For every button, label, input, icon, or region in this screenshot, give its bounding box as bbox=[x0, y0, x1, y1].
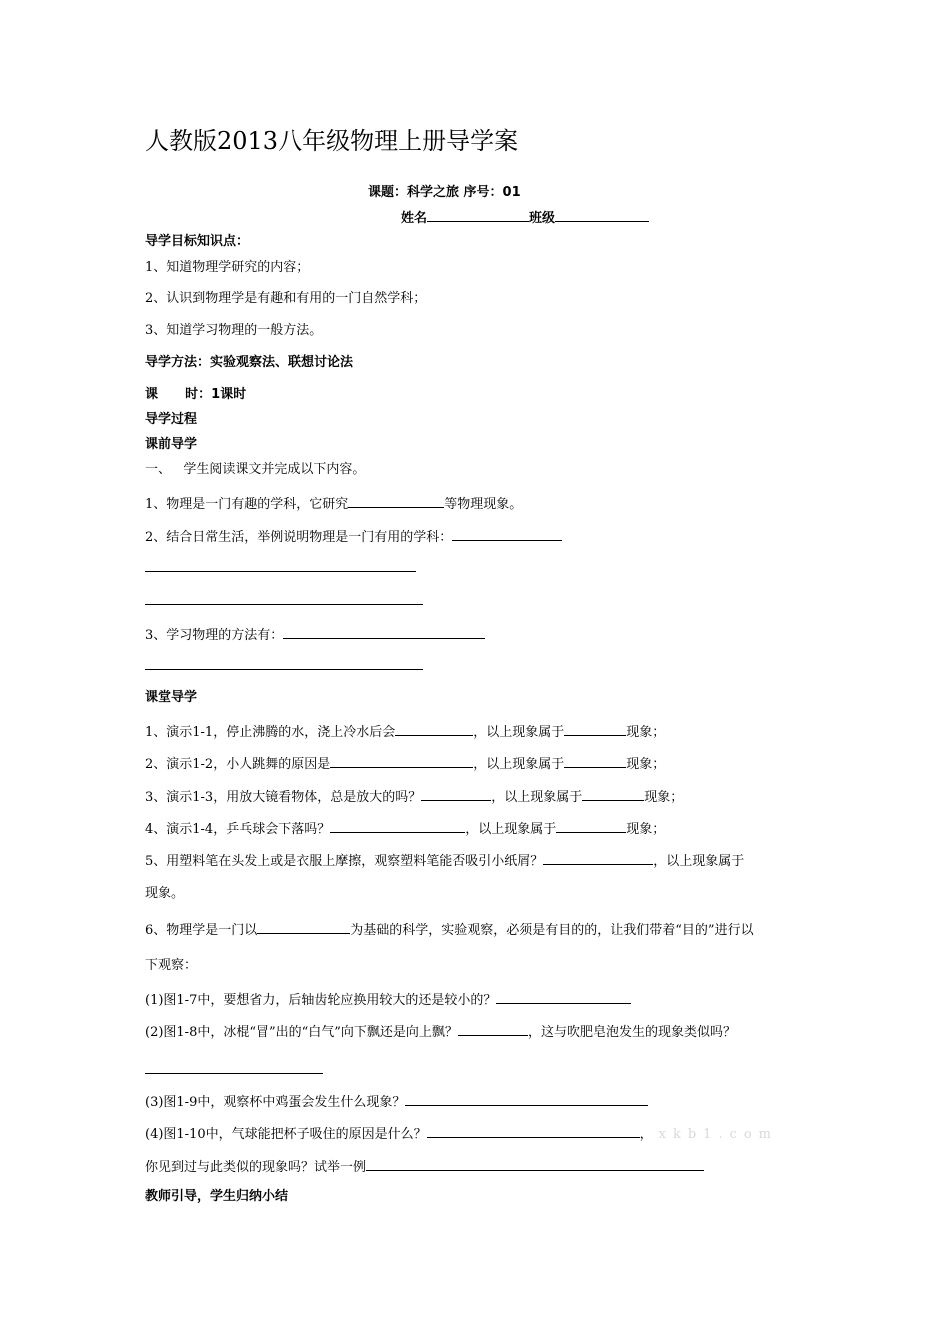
demo-4-text: 4、演示1-4，乒乓球会下落吗？ bbox=[145, 822, 331, 837]
demo-1-text: 1、演示1-1，停止沸腾的水，浇上冷水后会 bbox=[145, 725, 396, 740]
demo-6-tail: 下观察： bbox=[145, 958, 198, 973]
demo-4 bbox=[145, 819, 665, 838]
pre-q1-text: 1、物理是一门有趣的学科，它研究 bbox=[145, 497, 349, 512]
figure-1-10-blank[interactable] bbox=[427, 1124, 640, 1138]
demo-5 bbox=[145, 851, 744, 870]
similar-example bbox=[145, 1157, 704, 1176]
name-class-line bbox=[401, 208, 649, 227]
figure-1-8-tail: ，这与吹肥皂泡发生的现象类似吗？ bbox=[527, 1025, 736, 1040]
demo-1-tail: 现象； bbox=[626, 725, 666, 740]
demo-2-blank-a[interactable] bbox=[330, 754, 473, 768]
answer-line[interactable] bbox=[145, 604, 423, 605]
demo-3-text: 3、演示1-3，用放大镜看物体，总是放大的吗？ bbox=[145, 790, 422, 805]
in-class-heading: 课堂导学 bbox=[145, 690, 198, 705]
figure-1-7-text: (1)图1-7中，要想省力，后轴齿轮应换用较大的还是较小的？ bbox=[145, 993, 497, 1008]
goal-item: 1、知道物理学研究的内容； bbox=[145, 260, 310, 275]
pre-q3-blank[interactable] bbox=[283, 625, 485, 639]
figure-1-9-text: (3)图1-9中，观察杯中鸡蛋会发生什么现象？ bbox=[145, 1095, 406, 1110]
demo-6-mid: 为基础的科学，实验观察，必须是有目的的，让我们带着“目的”进行以 bbox=[350, 923, 754, 938]
figure-1-9-blank[interactable] bbox=[405, 1092, 648, 1106]
demo-3-blank-a[interactable] bbox=[421, 787, 491, 801]
demo-3 bbox=[145, 787, 683, 806]
demo-5-mid: ，以上现象属于 bbox=[653, 854, 745, 869]
goals-heading: 导学目标知识点： bbox=[145, 234, 250, 249]
pre-q1-tail: 等物理现象。 bbox=[444, 497, 523, 512]
answer-line[interactable] bbox=[145, 1073, 323, 1074]
figure-1-7-question bbox=[145, 990, 631, 1009]
demo-5-tail: 现象。 bbox=[145, 886, 185, 901]
figure-1-10-comma: ， bbox=[639, 1127, 653, 1142]
name-label: 姓名 bbox=[401, 211, 428, 226]
demo-2-mid: ，以上现象属于 bbox=[473, 757, 565, 772]
demo-2-tail: 现象； bbox=[626, 757, 666, 772]
similar-example-text: 你见到过与此类似的现象吗？试举一例 bbox=[145, 1160, 367, 1175]
class-label: 班级 bbox=[529, 211, 556, 226]
pre-q2-blank[interactable] bbox=[452, 527, 562, 541]
demo-6-blank[interactable] bbox=[257, 920, 350, 934]
figure-1-10-text: (4)图1-10中，气球能把杯子吸住的原因是什么？ bbox=[145, 1127, 427, 1142]
answer-line[interactable] bbox=[145, 669, 423, 670]
pre-q3-text: 3、学习物理的方法有： bbox=[145, 628, 284, 643]
demo-6-text: 6、物理学是一门以 bbox=[145, 923, 258, 938]
demo-1-blank-b[interactable] bbox=[564, 722, 626, 736]
similar-example-blank[interactable] bbox=[366, 1157, 704, 1171]
demo-5-text: 5、用塑料笔在头发上或是衣服上摩擦，观察塑料笔能否吸引小纸屑？ bbox=[145, 854, 544, 869]
class-blank[interactable] bbox=[555, 208, 649, 222]
demo-2 bbox=[145, 754, 665, 773]
demo-4-mid: ，以上现象属于 bbox=[465, 822, 557, 837]
summary-heading: 教师引导，学生归纳小结 bbox=[145, 1189, 289, 1204]
figure-1-9-question bbox=[145, 1092, 648, 1111]
demo-2-blank-b[interactable] bbox=[564, 754, 626, 768]
demo-1 bbox=[145, 722, 665, 741]
pre-class-heading: 课前导学 bbox=[145, 437, 198, 452]
hours-value: 1课时 bbox=[211, 387, 247, 402]
process-heading: 导学过程 bbox=[145, 412, 198, 427]
demo-1-blank-a[interactable] bbox=[395, 722, 473, 736]
pre-q2 bbox=[145, 527, 562, 546]
figure-1-8-blank[interactable] bbox=[458, 1022, 528, 1036]
figure-1-10-question bbox=[145, 1124, 778, 1143]
watermark-text: xkb1.com bbox=[658, 1127, 779, 1142]
demo-3-tail: 现象； bbox=[644, 790, 684, 805]
demo-5-blank[interactable] bbox=[543, 851, 653, 865]
goal-item: 2、认识到物理学是有趣和有用的一门自然学科； bbox=[145, 291, 427, 306]
subject-line: 课题：科学之旅 序号：01 bbox=[368, 185, 521, 200]
pre-q1 bbox=[145, 494, 522, 513]
pre-q3 bbox=[145, 625, 485, 644]
pre-q2-text: 2、结合日常生活，举例说明物理是一门有用的学科： bbox=[145, 530, 453, 545]
figure-1-8-text: (2)图1-8中，冰棍“冒”出的“白气”向下飘还是向上飘？ bbox=[145, 1025, 458, 1040]
figure-1-8-question bbox=[145, 1022, 736, 1041]
figure-1-7-blank[interactable] bbox=[496, 990, 631, 1004]
answer-line[interactable] bbox=[145, 571, 416, 572]
demo-4-tail: 现象； bbox=[626, 822, 666, 837]
demo-3-blank-b[interactable] bbox=[582, 787, 644, 801]
demo-4-blank-a[interactable] bbox=[330, 819, 465, 833]
document-title: 人教版2013八年级物理上册导学案 bbox=[145, 127, 519, 155]
demo-6 bbox=[145, 920, 754, 939]
hours-label: 课 时： bbox=[145, 387, 212, 402]
goal-item: 3、知道学习物理的一般方法。 bbox=[145, 323, 323, 338]
name-blank[interactable] bbox=[427, 208, 529, 222]
demo-1-mid: ，以上现象属于 bbox=[473, 725, 565, 740]
demo-2-text: 2、演示1-2，小人跳舞的原因是 bbox=[145, 757, 331, 772]
method-line: 导学方法：实验观察法、联想讨论法 bbox=[145, 355, 354, 370]
pre-q1-blank[interactable] bbox=[348, 494, 444, 508]
hours-line bbox=[145, 387, 246, 403]
demo-3-mid: ，以上现象属于 bbox=[491, 790, 583, 805]
demo-4-blank-b[interactable] bbox=[556, 819, 626, 833]
pre-class-intro: 一、 学生阅读课文并完成以下内容。 bbox=[145, 462, 366, 477]
